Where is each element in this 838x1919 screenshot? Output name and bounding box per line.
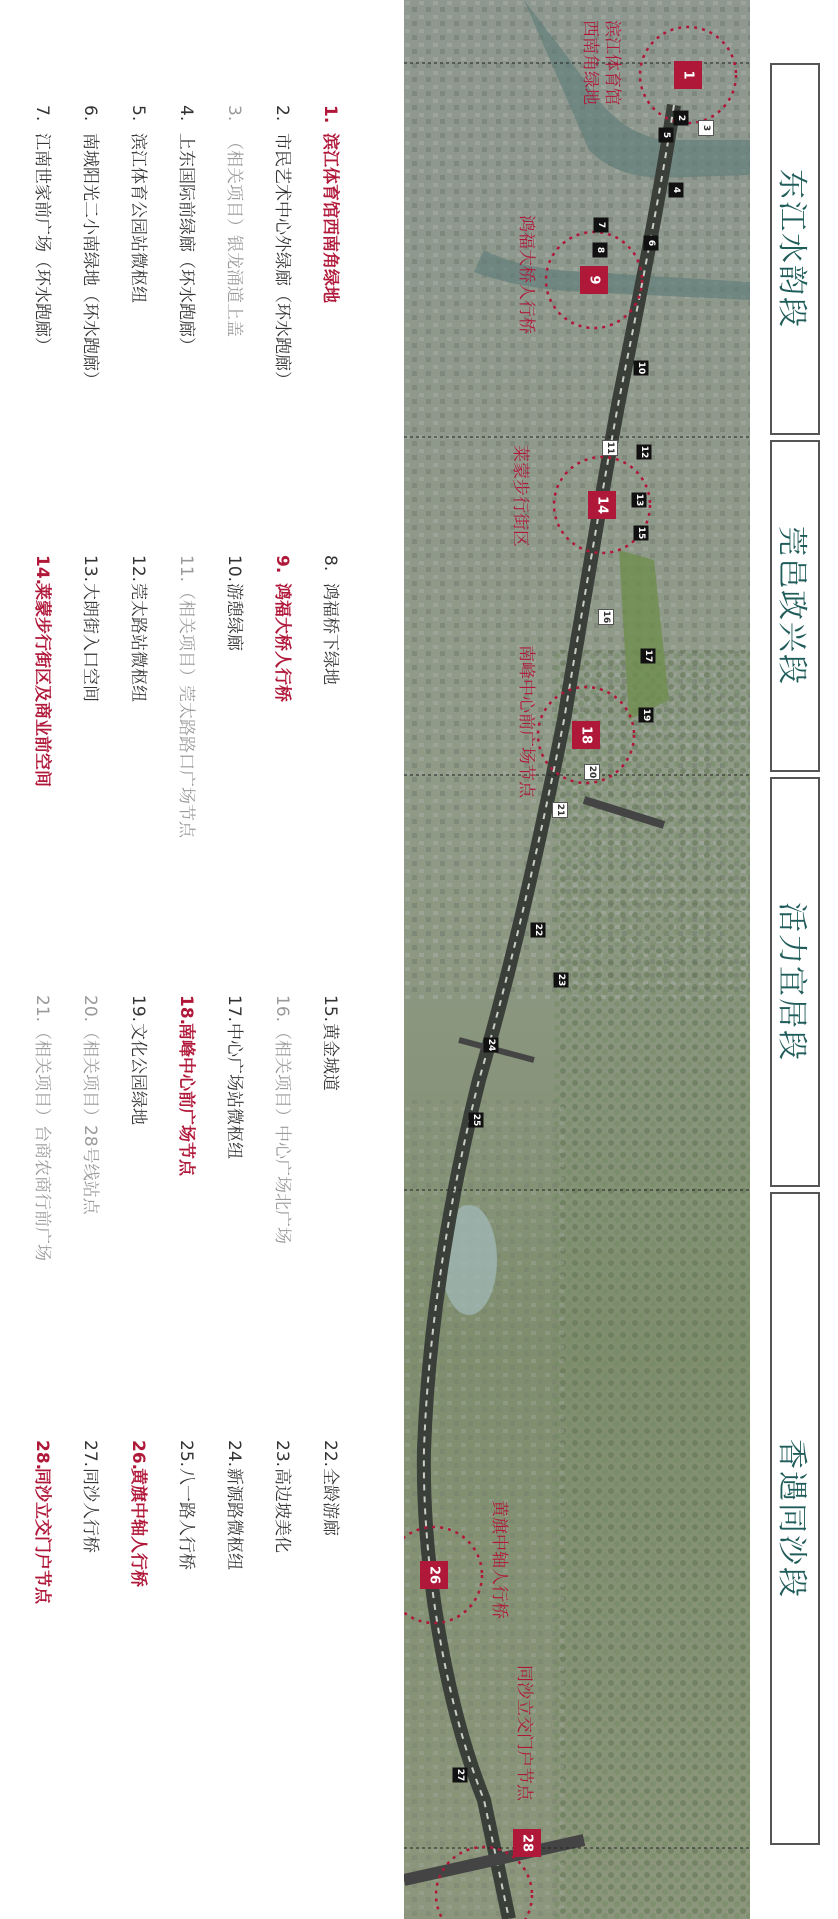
map-label-5: 同沙立交门户节点 (514, 1665, 534, 1801)
item-text: （相关项目）银龙涌道上盖 (224, 133, 244, 337)
item-number: 12. (128, 555, 148, 583)
item-number: 26. (128, 1440, 148, 1471)
marker-number-9: 9 (586, 275, 602, 285)
item-text: 八一路人行桥 (176, 1468, 196, 1570)
item-number: 3. (224, 105, 244, 122)
marker-number-8: 8 (595, 246, 605, 254)
item-number: 17. (224, 995, 244, 1023)
item-number: 6. (80, 105, 100, 122)
list-item-15 (320, 995, 345, 1091)
item-text: （相关项目）莞太路路口广场节点 (176, 583, 196, 838)
map-canvas (404, 0, 750, 1919)
item-number: 10. (224, 555, 244, 583)
item-text: 文化公园绿地 (128, 1023, 148, 1125)
segment-box-1 (770, 63, 820, 435)
marker-number-27: 27 (455, 1768, 465, 1782)
marker-number-23: 23 (556, 973, 566, 987)
item-number: 23. (272, 1440, 292, 1468)
list-item-28 (32, 1440, 57, 1604)
item-text: 南峰中心前广场节点 (176, 1023, 196, 1176)
map-label-3: 南峰中心前广场节点 (516, 645, 536, 798)
list-item-2 (272, 105, 297, 388)
item-number: 2. (272, 105, 292, 122)
item-number: 24. (224, 1440, 244, 1468)
marker-number-14: 14 (594, 495, 610, 515)
marker-number-2: 2 (676, 114, 686, 122)
list-item-16 (272, 995, 297, 1244)
item-number: 27. (80, 1440, 100, 1468)
marker-number-26: 26 (426, 1565, 442, 1585)
item-text: （相关项目）中心广场北广场 (272, 1023, 292, 1244)
segment-box-4 (770, 1192, 820, 1845)
marker-number-22: 22 (533, 923, 543, 937)
map-label-0: 西南角绿地 (580, 20, 600, 105)
item-number: 19. (128, 995, 148, 1023)
item-text: 莞太路站微枢纽 (128, 583, 148, 702)
segment-title: 东江水韵段 (774, 169, 809, 329)
item-number: 22. (320, 1440, 340, 1468)
marker-number-25: 25 (471, 1113, 481, 1127)
marker-number-5: 5 (661, 131, 671, 139)
item-text: 鸿福桥下绿地 (320, 583, 340, 685)
item-number: 13. (80, 555, 100, 583)
marker-number-16: 16 (601, 610, 611, 624)
marker-number-11: 11 (605, 441, 615, 455)
item-text: 同沙人行桥 (80, 1468, 100, 1553)
item-number: 8. (320, 555, 340, 572)
aerial-map (404, 0, 750, 1919)
list-item-8 (320, 555, 345, 685)
map-label-0: 滨江体育馆 (602, 20, 622, 105)
list-item-1 (320, 105, 345, 303)
list-item-17 (224, 995, 249, 1159)
item-number: 1. (320, 105, 340, 124)
item-text: 黄金城道 (320, 1023, 340, 1091)
item-number: 20. (80, 995, 100, 1023)
list-item-14 (32, 555, 57, 787)
list-item-24 (224, 1440, 249, 1570)
item-text: 鸿福大桥人行桥 (272, 583, 292, 702)
segment-title: 莞邑政兴段 (774, 526, 809, 686)
item-number: 4. (176, 105, 196, 122)
item-number: 11. (176, 555, 196, 583)
item-text: 游憩绿廊 (224, 583, 244, 651)
item-number: 5. (128, 105, 148, 122)
item-text: （相关项目）28号线站点 (80, 1023, 100, 1215)
marker-number-15: 15 (636, 526, 646, 540)
item-text: 黄旗中轴人行桥 (128, 1468, 148, 1587)
marker-number-6: 6 (646, 239, 656, 247)
list-item-12 (128, 555, 153, 702)
item-text: 滨江体育馆西南角绿地 (320, 133, 340, 303)
list-item-18 (176, 995, 201, 1176)
item-text: 江南世家前广场（环水跑廊） (32, 133, 52, 354)
item-number: 16. (272, 995, 292, 1023)
list-item-6 (80, 105, 105, 388)
item-number: 7. (32, 105, 52, 122)
marker-number-10: 10 (636, 361, 646, 375)
item-text: 全龄游廊 (320, 1468, 340, 1536)
list-item-9 (272, 555, 297, 702)
list-item-23 (272, 1440, 297, 1553)
item-text: 大朗街入口空间 (80, 583, 100, 702)
marker-number-17: 17 (643, 649, 653, 663)
list-item-13 (80, 555, 105, 702)
segment-title: 活力宜居段 (774, 902, 809, 1062)
item-text: 中心广场站微枢纽 (224, 1023, 244, 1159)
marker-number-28: 28 (519, 1833, 535, 1853)
list-item-22 (320, 1440, 345, 1536)
map-label-1: 鸿福大桥人行桥 (516, 215, 536, 334)
item-number: 28. (32, 1440, 52, 1471)
item-text: 高边坡美化 (272, 1468, 292, 1553)
marker-number-1: 1 (680, 70, 696, 80)
item-text: 市民艺术中心外绿廊（环水跑廊） (272, 133, 292, 388)
item-number: 15. (320, 995, 340, 1023)
list-item-20 (80, 995, 105, 1215)
item-text: （相关项目）台商农商行前广场 (32, 1023, 52, 1261)
item-number: 25. (176, 1440, 196, 1468)
item-number: 18. (176, 995, 196, 1026)
item-number: 9. (272, 555, 292, 574)
list-item-21 (32, 995, 57, 1261)
item-text: 滨江体育公园站微枢纽 (128, 133, 148, 303)
item-text: 同沙立交门户节点 (32, 1468, 52, 1604)
segment-box-2 (770, 440, 820, 772)
marker-number-12: 12 (639, 445, 649, 459)
marker-number-19: 19 (641, 708, 651, 722)
item-number: 21. (32, 995, 52, 1023)
item-text: 南城阳光二小南绿地（环水跑廊） (80, 133, 100, 388)
marker-number-18: 18 (578, 725, 594, 745)
item-text: 上东国际前绿廊（环水跑廊） (176, 133, 196, 354)
map-label-2: 莱蒙步行街区 (510, 445, 530, 547)
forest-texture (554, 650, 750, 1919)
item-text: 新源路微枢纽 (224, 1468, 244, 1570)
list-item-25 (176, 1440, 201, 1570)
marker-number-3: 3 (701, 124, 711, 132)
list-item-27 (80, 1440, 105, 1553)
list-item-19 (128, 995, 153, 1125)
item-number: 14. (32, 555, 52, 586)
map-label-4: 黄旗中轴人行桥 (489, 1500, 509, 1619)
list-item-3 (224, 105, 249, 337)
list-item-10 (224, 555, 249, 651)
marker-number-20: 20 (587, 765, 597, 779)
marker-number-7: 7 (596, 221, 606, 229)
list-item-4 (176, 105, 201, 354)
marker-number-4: 4 (671, 186, 681, 194)
segment-box-3 (770, 777, 820, 1187)
marker-number-24: 24 (486, 1038, 496, 1052)
list-item-7 (32, 105, 57, 354)
segment-title: 香遇同沙段 (774, 1438, 809, 1599)
item-text: 莱蒙步行街区及商业前空间 (32, 583, 52, 787)
list-item-26 (128, 1440, 153, 1587)
marker-number-13: 13 (634, 493, 644, 507)
list-item-11 (176, 555, 201, 838)
list-item-5 (128, 105, 153, 303)
marker-number-21: 21 (555, 803, 565, 817)
